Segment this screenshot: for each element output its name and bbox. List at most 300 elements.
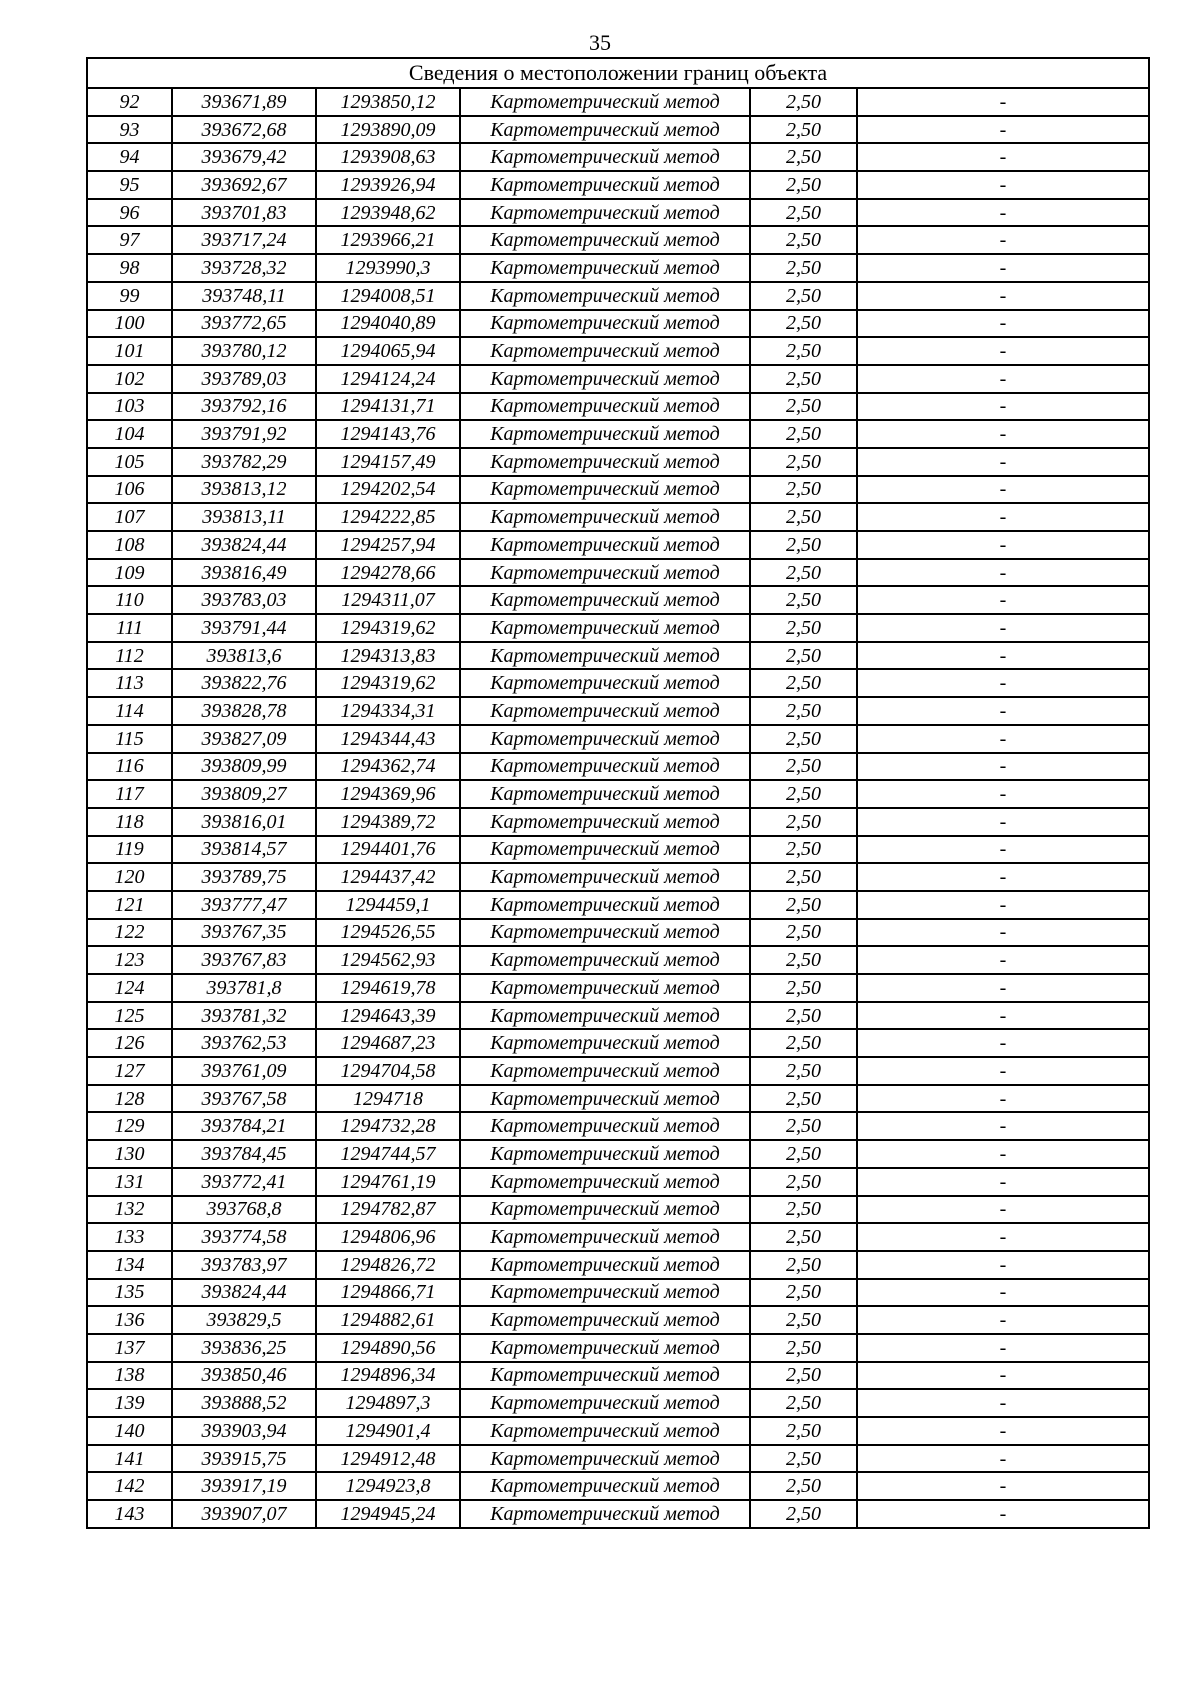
point-number-cell: 97	[87, 226, 172, 254]
description-cell: -	[857, 1306, 1149, 1334]
method-cell: Картометрический метод	[460, 808, 750, 836]
accuracy-cell: 2,50	[750, 88, 857, 116]
accuracy-cell: 2,50	[750, 476, 857, 504]
accuracy-cell: 2,50	[750, 946, 857, 974]
method-cell: Картометрический метод	[460, 171, 750, 199]
accuracy-cell: 2,50	[750, 863, 857, 891]
point-number-cell: 98	[87, 254, 172, 282]
point-number-cell: 126	[87, 1029, 172, 1057]
accuracy-cell: 2,50	[750, 1251, 857, 1279]
accuracy-cell: 2,50	[750, 1140, 857, 1168]
accuracy-cell: 2,50	[750, 1085, 857, 1113]
description-cell: -	[857, 725, 1149, 753]
table-title: Сведения о местоположении границ объекта	[87, 58, 1149, 88]
accuracy-cell: 2,50	[750, 1057, 857, 1085]
method-cell: Картометрический метод	[460, 143, 750, 171]
x-coordinate-cell: 393679,42	[172, 143, 316, 171]
point-number-cell: 110	[87, 586, 172, 614]
y-coordinate-cell: 1293948,62	[316, 199, 460, 227]
y-coordinate-cell: 1294157,49	[316, 448, 460, 476]
table-row	[87, 365, 1149, 393]
x-coordinate-cell: 393813,12	[172, 476, 316, 504]
table-row	[87, 836, 1149, 864]
method-cell: Картометрический метод	[460, 88, 750, 116]
x-coordinate-cell: 393767,83	[172, 946, 316, 974]
accuracy-cell: 2,50	[750, 1168, 857, 1196]
point-number-cell: 109	[87, 559, 172, 587]
description-cell: -	[857, 171, 1149, 199]
method-cell: Картометрический метод	[460, 310, 750, 338]
description-cell: -	[857, 143, 1149, 171]
table-row	[87, 1472, 1149, 1500]
x-coordinate-cell: 393717,24	[172, 226, 316, 254]
table-row	[87, 226, 1149, 254]
point-number-cell: 111	[87, 614, 172, 642]
description-cell: -	[857, 1168, 1149, 1196]
description-cell: -	[857, 531, 1149, 559]
description-cell: -	[857, 1112, 1149, 1140]
method-cell: Картометрический метод	[460, 1334, 750, 1362]
point-number-cell: 130	[87, 1140, 172, 1168]
method-cell: Картометрический метод	[460, 919, 750, 947]
description-cell: -	[857, 1389, 1149, 1417]
description-cell: -	[857, 697, 1149, 725]
table-row	[87, 1002, 1149, 1030]
x-coordinate-cell: 393784,21	[172, 1112, 316, 1140]
table-row	[87, 753, 1149, 781]
description-cell: -	[857, 310, 1149, 338]
description-cell: -	[857, 642, 1149, 670]
method-cell: Картометрический метод	[460, 1417, 750, 1445]
description-cell: -	[857, 1334, 1149, 1362]
x-coordinate-cell: 393907,07	[172, 1500, 316, 1528]
description-cell: -	[857, 337, 1149, 365]
method-cell: Картометрический метод	[460, 116, 750, 144]
method-cell: Картометрический метод	[460, 1168, 750, 1196]
point-number-cell: 131	[87, 1168, 172, 1196]
table-row	[87, 282, 1149, 310]
method-cell: Картометрический метод	[460, 226, 750, 254]
x-coordinate-cell: 393791,44	[172, 614, 316, 642]
table-row	[87, 1445, 1149, 1473]
point-number-cell: 95	[87, 171, 172, 199]
method-cell: Картометрический метод	[460, 337, 750, 365]
method-cell: Картометрический метод	[460, 1112, 750, 1140]
x-coordinate-cell: 393780,12	[172, 337, 316, 365]
method-cell: Картометрический метод	[460, 1306, 750, 1334]
y-coordinate-cell: 1294437,42	[316, 863, 460, 891]
x-coordinate-cell: 393782,29	[172, 448, 316, 476]
y-coordinate-cell: 1293966,21	[316, 226, 460, 254]
x-coordinate-cell: 393783,97	[172, 1251, 316, 1279]
x-coordinate-cell: 393768,8	[172, 1196, 316, 1224]
x-coordinate-cell: 393772,65	[172, 310, 316, 338]
boundary-coordinates-table	[86, 57, 1150, 1529]
point-number-cell: 96	[87, 199, 172, 227]
table-row	[87, 614, 1149, 642]
point-number-cell: 142	[87, 1472, 172, 1500]
table-row	[87, 1112, 1149, 1140]
description-cell: -	[857, 946, 1149, 974]
table-row	[87, 1251, 1149, 1279]
point-number-cell: 115	[87, 725, 172, 753]
x-coordinate-cell: 393813,11	[172, 503, 316, 531]
point-number-cell: 122	[87, 919, 172, 947]
accuracy-cell: 2,50	[750, 337, 857, 365]
y-coordinate-cell: 1294131,71	[316, 393, 460, 421]
method-cell: Картометрический метод	[460, 725, 750, 753]
description-cell: -	[857, 365, 1149, 393]
table-row	[87, 974, 1149, 1002]
y-coordinate-cell: 1294401,76	[316, 836, 460, 864]
description-cell: -	[857, 1362, 1149, 1390]
table-row	[87, 1306, 1149, 1334]
y-coordinate-cell: 1294687,23	[316, 1029, 460, 1057]
table-row	[87, 171, 1149, 199]
table-row	[87, 503, 1149, 531]
method-cell: Картометрический метод	[460, 863, 750, 891]
x-coordinate-cell: 393813,6	[172, 642, 316, 670]
method-cell: Картометрический метод	[460, 1472, 750, 1500]
y-coordinate-cell: 1294344,43	[316, 725, 460, 753]
y-coordinate-cell: 1294826,72	[316, 1251, 460, 1279]
accuracy-cell: 2,50	[750, 254, 857, 282]
page-number: 35	[589, 30, 611, 55]
description-cell: -	[857, 1196, 1149, 1224]
x-coordinate-cell: 393888,52	[172, 1389, 316, 1417]
point-number-cell: 112	[87, 642, 172, 670]
x-coordinate-cell: 393814,57	[172, 836, 316, 864]
table-row	[87, 1057, 1149, 1085]
point-number-cell: 138	[87, 1362, 172, 1390]
y-coordinate-cell: 1294040,89	[316, 310, 460, 338]
method-cell: Картометрический метод	[460, 780, 750, 808]
description-cell: -	[857, 88, 1149, 116]
x-coordinate-cell: 393767,58	[172, 1085, 316, 1113]
table-row	[87, 559, 1149, 587]
description-cell: -	[857, 282, 1149, 310]
point-number-cell: 128	[87, 1085, 172, 1113]
accuracy-cell: 2,50	[750, 1362, 857, 1390]
table-row	[87, 1417, 1149, 1445]
x-coordinate-cell: 393789,03	[172, 365, 316, 393]
y-coordinate-cell: 1293890,09	[316, 116, 460, 144]
accuracy-cell: 2,50	[750, 226, 857, 254]
description-cell: -	[857, 586, 1149, 614]
table-title-row	[87, 58, 1149, 88]
table-row	[87, 393, 1149, 421]
description-cell: -	[857, 116, 1149, 144]
description-cell: -	[857, 919, 1149, 947]
accuracy-cell: 2,50	[750, 808, 857, 836]
x-coordinate-cell: 393850,46	[172, 1362, 316, 1390]
accuracy-cell: 2,50	[750, 697, 857, 725]
accuracy-cell: 2,50	[750, 282, 857, 310]
y-coordinate-cell: 1294744,57	[316, 1140, 460, 1168]
accuracy-cell: 2,50	[750, 753, 857, 781]
description-cell: -	[857, 808, 1149, 836]
point-number-cell: 125	[87, 1002, 172, 1030]
point-number-cell: 114	[87, 697, 172, 725]
accuracy-cell: 2,50	[750, 1306, 857, 1334]
y-coordinate-cell: 1294732,28	[316, 1112, 460, 1140]
y-coordinate-cell: 1293850,12	[316, 88, 460, 116]
y-coordinate-cell: 1294526,55	[316, 919, 460, 947]
accuracy-cell: 2,50	[750, 1417, 857, 1445]
x-coordinate-cell: 393671,89	[172, 88, 316, 116]
method-cell: Картометрический метод	[460, 1279, 750, 1307]
table-row	[87, 1085, 1149, 1113]
description-cell: -	[857, 1472, 1149, 1500]
x-coordinate-cell: 393828,78	[172, 697, 316, 725]
y-coordinate-cell: 1294562,93	[316, 946, 460, 974]
table-row	[87, 143, 1149, 171]
table-row	[87, 254, 1149, 282]
accuracy-cell: 2,50	[750, 1389, 857, 1417]
table-row	[87, 808, 1149, 836]
method-cell: Картометрический метод	[460, 1002, 750, 1030]
description-cell: -	[857, 254, 1149, 282]
table-row	[87, 337, 1149, 365]
y-coordinate-cell: 1294334,31	[316, 697, 460, 725]
method-cell: Картометрический метод	[460, 1029, 750, 1057]
y-coordinate-cell: 1294704,58	[316, 1057, 460, 1085]
x-coordinate-cell: 393792,16	[172, 393, 316, 421]
accuracy-cell: 2,50	[750, 1472, 857, 1500]
table-row	[87, 531, 1149, 559]
x-coordinate-cell: 393791,92	[172, 420, 316, 448]
x-coordinate-cell: 393777,47	[172, 891, 316, 919]
method-cell: Картометрический метод	[460, 1140, 750, 1168]
y-coordinate-cell: 1294782,87	[316, 1196, 460, 1224]
x-coordinate-cell: 393692,67	[172, 171, 316, 199]
y-coordinate-cell: 1294901,4	[316, 1417, 460, 1445]
table-row	[87, 697, 1149, 725]
y-coordinate-cell: 1294143,76	[316, 420, 460, 448]
y-coordinate-cell: 1294362,74	[316, 753, 460, 781]
table-row	[87, 1223, 1149, 1251]
point-number-cell: 139	[87, 1389, 172, 1417]
y-coordinate-cell: 1294008,51	[316, 282, 460, 310]
description-cell: -	[857, 199, 1149, 227]
point-number-cell: 123	[87, 946, 172, 974]
x-coordinate-cell: 393915,75	[172, 1445, 316, 1473]
point-number-cell: 92	[87, 88, 172, 116]
table-row	[87, 891, 1149, 919]
y-coordinate-cell: 1294124,24	[316, 365, 460, 393]
method-cell: Картометрический метод	[460, 282, 750, 310]
x-coordinate-cell: 393748,11	[172, 282, 316, 310]
y-coordinate-cell: 1294319,62	[316, 669, 460, 697]
description-cell: -	[857, 1002, 1149, 1030]
y-coordinate-cell: 1294257,94	[316, 531, 460, 559]
description-cell: -	[857, 448, 1149, 476]
x-coordinate-cell: 393809,27	[172, 780, 316, 808]
description-cell: -	[857, 1085, 1149, 1113]
y-coordinate-cell: 1294311,07	[316, 586, 460, 614]
accuracy-cell: 2,50	[750, 393, 857, 421]
y-coordinate-cell: 1293990,3	[316, 254, 460, 282]
point-number-cell: 143	[87, 1500, 172, 1528]
point-number-cell: 120	[87, 863, 172, 891]
x-coordinate-cell: 393767,35	[172, 919, 316, 947]
x-coordinate-cell: 393783,03	[172, 586, 316, 614]
y-coordinate-cell: 1294806,96	[316, 1223, 460, 1251]
y-coordinate-cell: 1294761,19	[316, 1168, 460, 1196]
y-coordinate-cell: 1294389,72	[316, 808, 460, 836]
x-coordinate-cell: 393728,32	[172, 254, 316, 282]
point-number-cell: 119	[87, 836, 172, 864]
point-number-cell: 136	[87, 1306, 172, 1334]
accuracy-cell: 2,50	[750, 1112, 857, 1140]
method-cell: Картометрический метод	[460, 1057, 750, 1085]
y-coordinate-cell: 1294313,83	[316, 642, 460, 670]
method-cell: Картометрический метод	[460, 476, 750, 504]
y-coordinate-cell: 1294619,78	[316, 974, 460, 1002]
y-coordinate-cell: 1294718	[316, 1085, 460, 1113]
table-row	[87, 1362, 1149, 1390]
table-row	[87, 1168, 1149, 1196]
accuracy-cell: 2,50	[750, 891, 857, 919]
y-coordinate-cell: 1294459,1	[316, 891, 460, 919]
method-cell: Картометрический метод	[460, 1085, 750, 1113]
point-number-cell: 108	[87, 531, 172, 559]
y-coordinate-cell: 1294923,8	[316, 1472, 460, 1500]
accuracy-cell: 2,50	[750, 1500, 857, 1528]
accuracy-cell: 2,50	[750, 503, 857, 531]
description-cell: -	[857, 420, 1149, 448]
description-cell: -	[857, 669, 1149, 697]
table-row	[87, 586, 1149, 614]
description-cell: -	[857, 780, 1149, 808]
x-coordinate-cell: 393824,44	[172, 1279, 316, 1307]
accuracy-cell: 2,50	[750, 143, 857, 171]
x-coordinate-cell: 393917,19	[172, 1472, 316, 1500]
description-cell: -	[857, 393, 1149, 421]
accuracy-cell: 2,50	[750, 1445, 857, 1473]
y-coordinate-cell: 1293908,63	[316, 143, 460, 171]
point-number-cell: 137	[87, 1334, 172, 1362]
table-row	[87, 1279, 1149, 1307]
description-cell: -	[857, 1445, 1149, 1473]
point-number-cell: 117	[87, 780, 172, 808]
table-body	[87, 88, 1149, 1528]
point-number-cell: 134	[87, 1251, 172, 1279]
accuracy-cell: 2,50	[750, 1029, 857, 1057]
y-coordinate-cell: 1294890,56	[316, 1334, 460, 1362]
description-cell: -	[857, 1057, 1149, 1085]
point-number-cell: 107	[87, 503, 172, 531]
table-row	[87, 1389, 1149, 1417]
table-row	[87, 1500, 1149, 1528]
accuracy-cell: 2,50	[750, 1279, 857, 1307]
table-row	[87, 199, 1149, 227]
point-number-cell: 116	[87, 753, 172, 781]
method-cell: Картометрический метод	[460, 365, 750, 393]
y-coordinate-cell: 1294369,96	[316, 780, 460, 808]
description-cell: -	[857, 1251, 1149, 1279]
table-row	[87, 863, 1149, 891]
x-coordinate-cell: 393822,76	[172, 669, 316, 697]
x-coordinate-cell: 393761,09	[172, 1057, 316, 1085]
y-coordinate-cell: 1293926,94	[316, 171, 460, 199]
accuracy-cell: 2,50	[750, 586, 857, 614]
method-cell: Картометрический метод	[460, 1251, 750, 1279]
table-row	[87, 642, 1149, 670]
table-row	[87, 420, 1149, 448]
description-cell: -	[857, 1140, 1149, 1168]
x-coordinate-cell: 393781,8	[172, 974, 316, 1002]
method-cell: Картометрический метод	[460, 891, 750, 919]
point-number-cell: 140	[87, 1417, 172, 1445]
x-coordinate-cell: 393829,5	[172, 1306, 316, 1334]
point-number-cell: 101	[87, 337, 172, 365]
method-cell: Картометрический метод	[460, 669, 750, 697]
accuracy-cell: 2,50	[750, 836, 857, 864]
point-number-cell: 141	[87, 1445, 172, 1473]
y-coordinate-cell: 1294896,34	[316, 1362, 460, 1390]
table-row	[87, 919, 1149, 947]
y-coordinate-cell: 1294882,61	[316, 1306, 460, 1334]
accuracy-cell: 2,50	[750, 199, 857, 227]
point-number-cell: 118	[87, 808, 172, 836]
method-cell: Картометрический метод	[460, 1223, 750, 1251]
method-cell: Картометрический метод	[460, 614, 750, 642]
description-cell: -	[857, 503, 1149, 531]
accuracy-cell: 2,50	[750, 1196, 857, 1224]
table-row	[87, 88, 1149, 116]
table-row	[87, 725, 1149, 753]
method-cell: Картометрический метод	[460, 503, 750, 531]
x-coordinate-cell: 393816,49	[172, 559, 316, 587]
point-number-cell: 106	[87, 476, 172, 504]
point-number-cell: 135	[87, 1279, 172, 1307]
point-number-cell: 93	[87, 116, 172, 144]
point-number-cell: 129	[87, 1112, 172, 1140]
y-coordinate-cell: 1294643,39	[316, 1002, 460, 1030]
x-coordinate-cell: 393903,94	[172, 1417, 316, 1445]
description-cell: -	[857, 559, 1149, 587]
table-row	[87, 1334, 1149, 1362]
description-cell: -	[857, 974, 1149, 1002]
accuracy-cell: 2,50	[750, 420, 857, 448]
point-number-cell: 133	[87, 1223, 172, 1251]
accuracy-cell: 2,50	[750, 1334, 857, 1362]
x-coordinate-cell: 393774,58	[172, 1223, 316, 1251]
y-coordinate-cell: 1294278,66	[316, 559, 460, 587]
x-coordinate-cell: 393701,83	[172, 199, 316, 227]
method-cell: Картометрический метод	[460, 946, 750, 974]
x-coordinate-cell: 393824,44	[172, 531, 316, 559]
accuracy-cell: 2,50	[750, 559, 857, 587]
x-coordinate-cell: 393809,99	[172, 753, 316, 781]
table-row	[87, 1196, 1149, 1224]
description-cell: -	[857, 891, 1149, 919]
point-number-cell: 132	[87, 1196, 172, 1224]
point-number-cell: 121	[87, 891, 172, 919]
method-cell: Картометрический метод	[460, 1500, 750, 1528]
point-number-cell: 105	[87, 448, 172, 476]
table-row	[87, 476, 1149, 504]
point-number-cell: 100	[87, 310, 172, 338]
point-number-cell: 127	[87, 1057, 172, 1085]
method-cell: Картометрический метод	[460, 199, 750, 227]
x-coordinate-cell: 393789,75	[172, 863, 316, 891]
x-coordinate-cell: 393816,01	[172, 808, 316, 836]
point-number-cell: 102	[87, 365, 172, 393]
x-coordinate-cell: 393784,45	[172, 1140, 316, 1168]
table-row	[87, 1140, 1149, 1168]
